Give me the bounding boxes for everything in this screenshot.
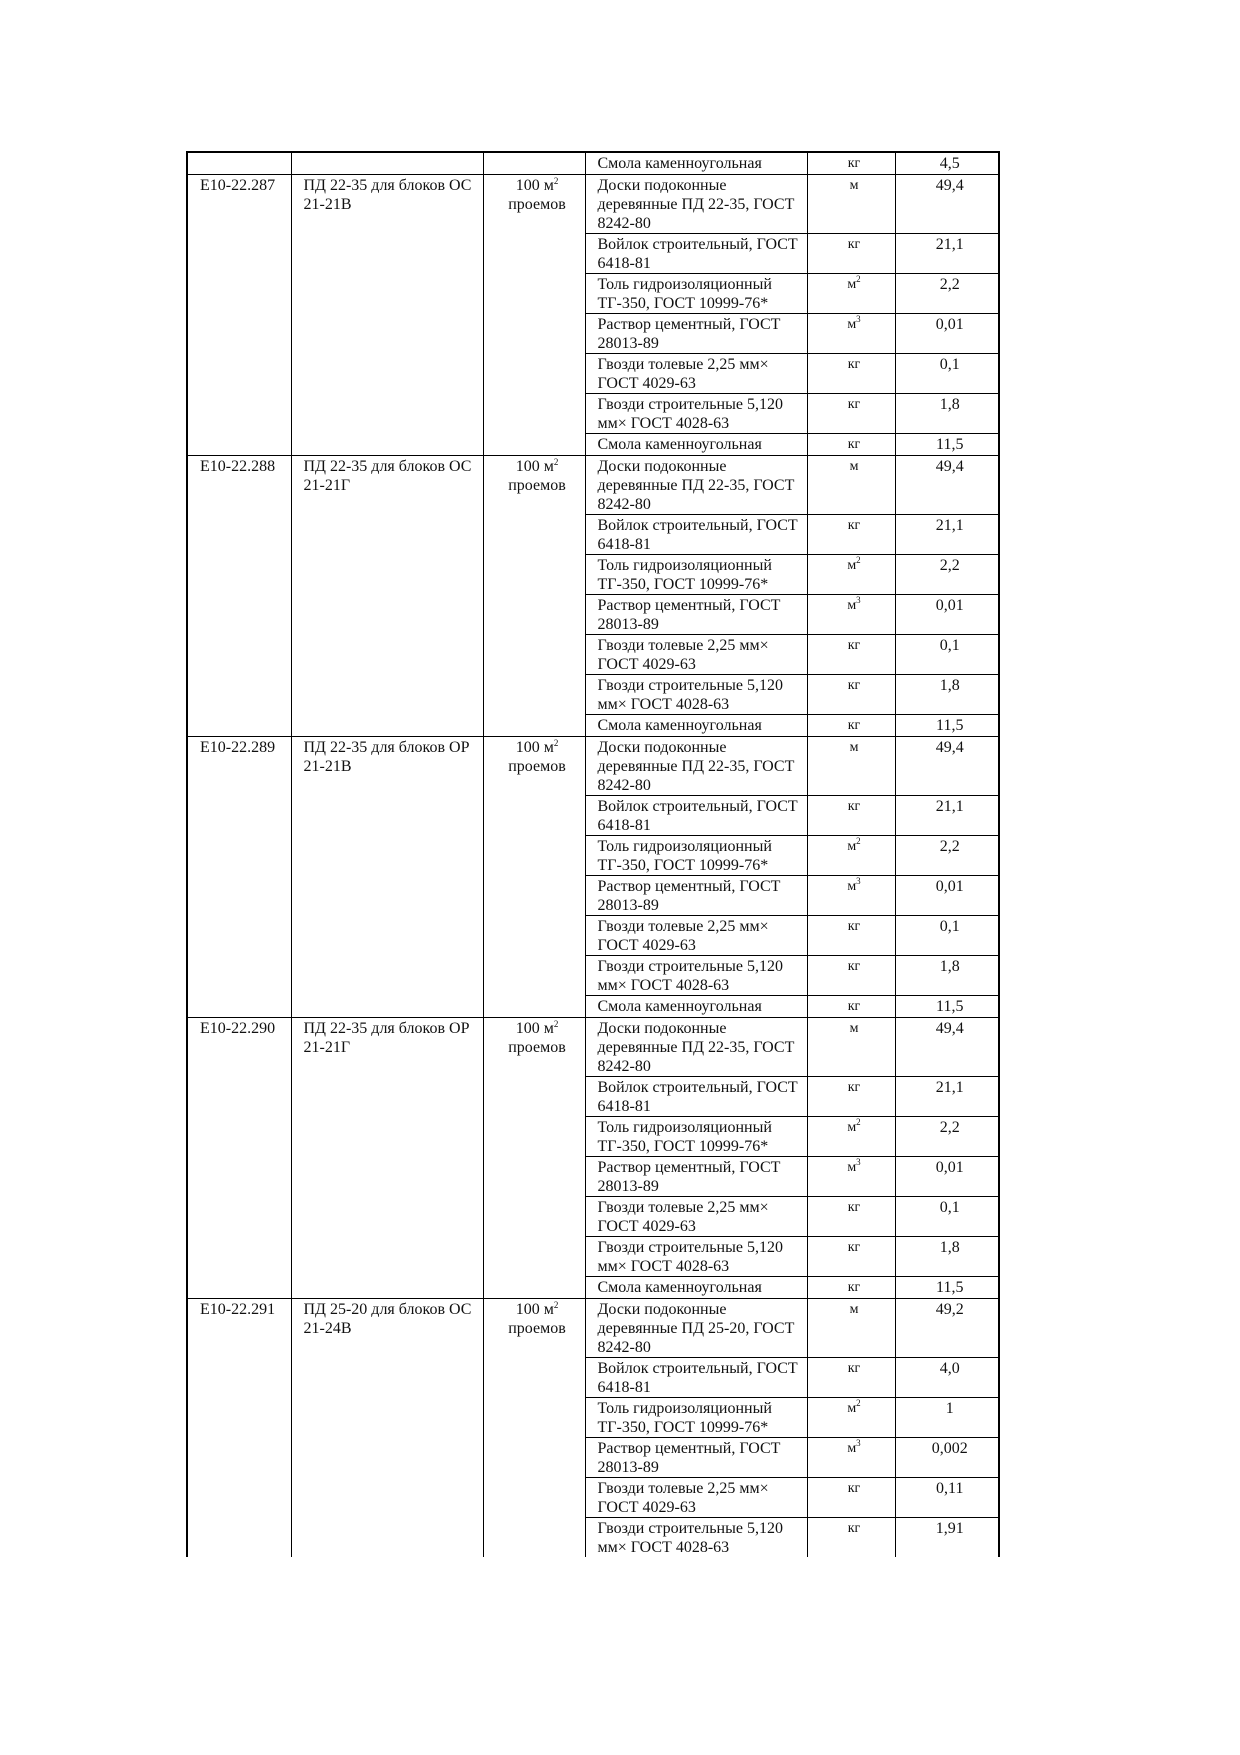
name-cell: ПД 22-35 для блоков ОР 21-21Г	[291, 1017, 483, 1298]
resource-name-cell: Гвозди толевые 2,25 мм× ГОСТ 4029-63	[585, 915, 807, 955]
resource-qty-cell: 1,8	[895, 955, 999, 995]
code-cell: Е10-22.288	[187, 455, 291, 736]
name-cell: ПД 25-20 для блоков ОС 21-24В	[291, 1298, 483, 1557]
resource-unit-cell: кг	[807, 353, 895, 393]
table-row	[187, 1017, 999, 1076]
resource-qty-cell: 21,1	[895, 233, 999, 273]
resource-qty-cell: 0,1	[895, 1196, 999, 1236]
resource-qty-cell: 21,1	[895, 514, 999, 554]
resource-name-cell: Гвозди строительные 5,120 мм× ГОСТ 4028-63	[585, 674, 807, 714]
resource-name-cell: Войлок строительный, ГОСТ 6418-81	[585, 1357, 807, 1397]
resource-qty-cell: 2,2	[895, 1116, 999, 1156]
code-cell: Е10-22.290	[187, 1017, 291, 1298]
resource-name-cell: Доски подоконные деревянные ПД 25-20, ГОСТ 8242-80	[585, 1298, 807, 1357]
resource-unit-cell: $м^2$	[807, 835, 895, 875]
unit-cell	[483, 152, 585, 174]
resource-unit-cell: кг	[807, 795, 895, 835]
resource-qty-cell: 2,2	[895, 554, 999, 594]
resource-unit-cell: кг	[807, 955, 895, 995]
resource-unit-cell: кг	[807, 995, 895, 1017]
resource-unit-cell: $м^2$	[807, 273, 895, 313]
resource-unit-cell: кг	[807, 233, 895, 273]
resource-name-cell: Толь гидроизоляционный ТГ-350, ГОСТ 10999-76*	[585, 835, 807, 875]
resource-name-cell: Раствор цементный, ГОСТ 28013-89	[585, 1156, 807, 1196]
resource-unit-cell: $м^3$	[807, 313, 895, 353]
code-cell	[187, 152, 291, 174]
norms-table	[186, 151, 1000, 1557]
resource-qty-cell: 4,5	[895, 152, 999, 174]
resource-unit-cell: кг	[807, 1517, 895, 1557]
resource-name-cell: Смола каменноугольная	[585, 995, 807, 1017]
resource-name-cell: Смола каменноугольная	[585, 714, 807, 736]
resource-name-cell: Раствор цементный, ГОСТ 28013-89	[585, 594, 807, 634]
resource-name-cell: Раствор цементный, ГОСТ 28013-89	[585, 1437, 807, 1477]
table-row	[187, 152, 999, 174]
resource-qty-cell: 0,002	[895, 1437, 999, 1477]
resource-unit-cell: $м^3$	[807, 1156, 895, 1196]
resource-qty-cell: 49,4	[895, 736, 999, 795]
resource-qty-cell: 11,5	[895, 714, 999, 736]
resource-qty-cell: 0,01	[895, 1156, 999, 1196]
resource-unit-cell: $м^2$	[807, 554, 895, 594]
resource-name-cell: Войлок строительный, ГОСТ 6418-81	[585, 233, 807, 273]
resource-name-cell: Раствор цементный, ГОСТ 28013-89	[585, 313, 807, 353]
resource-qty-cell: 2,2	[895, 273, 999, 313]
resource-unit-cell: м	[807, 1017, 895, 1076]
resource-unit-cell: м	[807, 455, 895, 514]
resource-qty-cell: 0,11	[895, 1477, 999, 1517]
measure-unit-cell: 100 $м^2$ проемов	[483, 1298, 585, 1557]
resource-qty-cell: 49,4	[895, 455, 999, 514]
resource-qty-cell: 11,5	[895, 995, 999, 1017]
resource-qty-cell: 1,8	[895, 1236, 999, 1276]
resource-name-cell: Толь гидроизоляционный ТГ-350, ГОСТ 10999-76*	[585, 1397, 807, 1437]
resource-qty-cell: 0,1	[895, 634, 999, 674]
measure-unit-cell: 100 $м^2$ проемов	[483, 736, 585, 1017]
resource-unit-cell: кг	[807, 714, 895, 736]
resource-name-cell: Смола каменноугольная	[585, 152, 807, 174]
resource-qty-cell: 49,2	[895, 1298, 999, 1357]
resource-name-cell: Смола каменноугольная	[585, 433, 807, 455]
resource-qty-cell: 1,8	[895, 674, 999, 714]
measure-unit-cell: 100 $м^2$ проемов	[483, 455, 585, 736]
resource-qty-cell: 21,1	[895, 1076, 999, 1116]
resource-name-cell: Доски подоконные деревянные ПД 22-35, ГОСТ 8242-80	[585, 455, 807, 514]
resource-unit-cell: кг	[807, 1276, 895, 1298]
resource-unit-cell: кг	[807, 1196, 895, 1236]
resource-unit-cell: кг	[807, 1357, 895, 1397]
resource-name-cell: Доски подоконные деревянные ПД 22-35, ГОСТ 8242-80	[585, 174, 807, 233]
resource-unit-cell: кг	[807, 152, 895, 174]
resource-unit-cell: м	[807, 1298, 895, 1357]
name-cell	[291, 152, 483, 174]
name-cell: ПД 22-35 для блоков ОР 21-21В	[291, 736, 483, 1017]
resource-name-cell: Гвозди строительные 5,120 мм× ГОСТ 4028-63	[585, 955, 807, 995]
resource-qty-cell: 2,2	[895, 835, 999, 875]
resource-qty-cell: 1,8	[895, 393, 999, 433]
resource-name-cell: Войлок строительный, ГОСТ 6418-81	[585, 514, 807, 554]
resource-qty-cell: 0,01	[895, 594, 999, 634]
resource-name-cell: Гвозди строительные 5,120 мм× ГОСТ 4028-63	[585, 1236, 807, 1276]
code-cell: Е10-22.291	[187, 1298, 291, 1557]
resource-name-cell: Толь гидроизоляционный ТГ-350, ГОСТ 10999-76*	[585, 554, 807, 594]
name-cell: ПД 22-35 для блоков ОС 21-21Г	[291, 455, 483, 736]
table-row	[187, 455, 999, 514]
resource-unit-cell: $м^2$	[807, 1116, 895, 1156]
resource-unit-cell: $м^3$	[807, 1437, 895, 1477]
resource-qty-cell: 0,1	[895, 915, 999, 955]
resource-name-cell: Войлок строительный, ГОСТ 6418-81	[585, 795, 807, 835]
table-row	[187, 174, 999, 233]
resource-qty-cell: 0,01	[895, 313, 999, 353]
resource-qty-cell: 4,0	[895, 1357, 999, 1397]
resource-qty-cell: 11,5	[895, 433, 999, 455]
norms-table-body	[187, 152, 999, 1557]
resource-name-cell: Смола каменноугольная	[585, 1276, 807, 1298]
measure-unit-cell: 100 $м^2$ проемов	[483, 1017, 585, 1298]
resource-qty-cell: 0,01	[895, 875, 999, 915]
resource-name-cell: Гвозди толевые 2,25 мм× ГОСТ 4029-63	[585, 1477, 807, 1517]
resource-qty-cell: 1,91	[895, 1517, 999, 1557]
resource-name-cell: Толь гидроизоляционный ТГ-350, ГОСТ 10999-76*	[585, 273, 807, 313]
resource-unit-cell: кг	[807, 674, 895, 714]
resource-qty-cell: 49,4	[895, 1017, 999, 1076]
resource-name-cell: Гвозди толевые 2,25 мм× ГОСТ 4029-63	[585, 353, 807, 393]
resource-unit-cell: кг	[807, 915, 895, 955]
code-cell: Е10-22.289	[187, 736, 291, 1017]
resource-name-cell: Раствор цементный, ГОСТ 28013-89	[585, 875, 807, 915]
resource-qty-cell: 1	[895, 1397, 999, 1437]
resource-unit-cell: кг	[807, 1236, 895, 1276]
resource-unit-cell: $м^3$	[807, 594, 895, 634]
resource-unit-cell: кг	[807, 514, 895, 554]
resource-name-cell: Войлок строительный, ГОСТ 6418-81	[585, 1076, 807, 1116]
resource-unit-cell: кг	[807, 1477, 895, 1517]
resource-name-cell: Толь гидроизоляционный ТГ-350, ГОСТ 10999-76*	[585, 1116, 807, 1156]
name-cell: ПД 22-35 для блоков ОС 21-21В	[291, 174, 483, 455]
resource-name-cell: Гвозди толевые 2,25 мм× ГОСТ 4029-63	[585, 1196, 807, 1236]
table-row	[187, 1298, 999, 1357]
resource-name-cell: Гвозди строительные 5,120 мм× ГОСТ 4028-63	[585, 393, 807, 433]
resource-qty-cell: 11,5	[895, 1276, 999, 1298]
resource-name-cell: Доски подоконные деревянные ПД 22-35, ГОСТ 8242-80	[585, 1017, 807, 1076]
resource-qty-cell: 0,1	[895, 353, 999, 393]
resource-unit-cell: кг	[807, 433, 895, 455]
table-row	[187, 736, 999, 795]
resource-unit-cell: м	[807, 174, 895, 233]
resource-unit-cell: м	[807, 736, 895, 795]
resource-unit-cell: $м^3$	[807, 875, 895, 915]
resource-qty-cell: 21,1	[895, 795, 999, 835]
resource-name-cell: Гвозди строительные 5,120 мм× ГОСТ 4028-63	[585, 1517, 807, 1557]
resource-qty-cell: 49,4	[895, 174, 999, 233]
measure-unit-cell: 100 $м^2$ проемов	[483, 174, 585, 455]
resource-unit-cell: кг	[807, 634, 895, 674]
resource-unit-cell: кг	[807, 1076, 895, 1116]
resource-name-cell: Доски подоконные деревянные ПД 22-35, ГОСТ 8242-80	[585, 736, 807, 795]
resource-unit-cell: $м^2$	[807, 1397, 895, 1437]
code-cell: Е10-22.287	[187, 174, 291, 455]
resource-name-cell: Гвозди толевые 2,25 мм× ГОСТ 4029-63	[585, 634, 807, 674]
resource-unit-cell: кг	[807, 393, 895, 433]
